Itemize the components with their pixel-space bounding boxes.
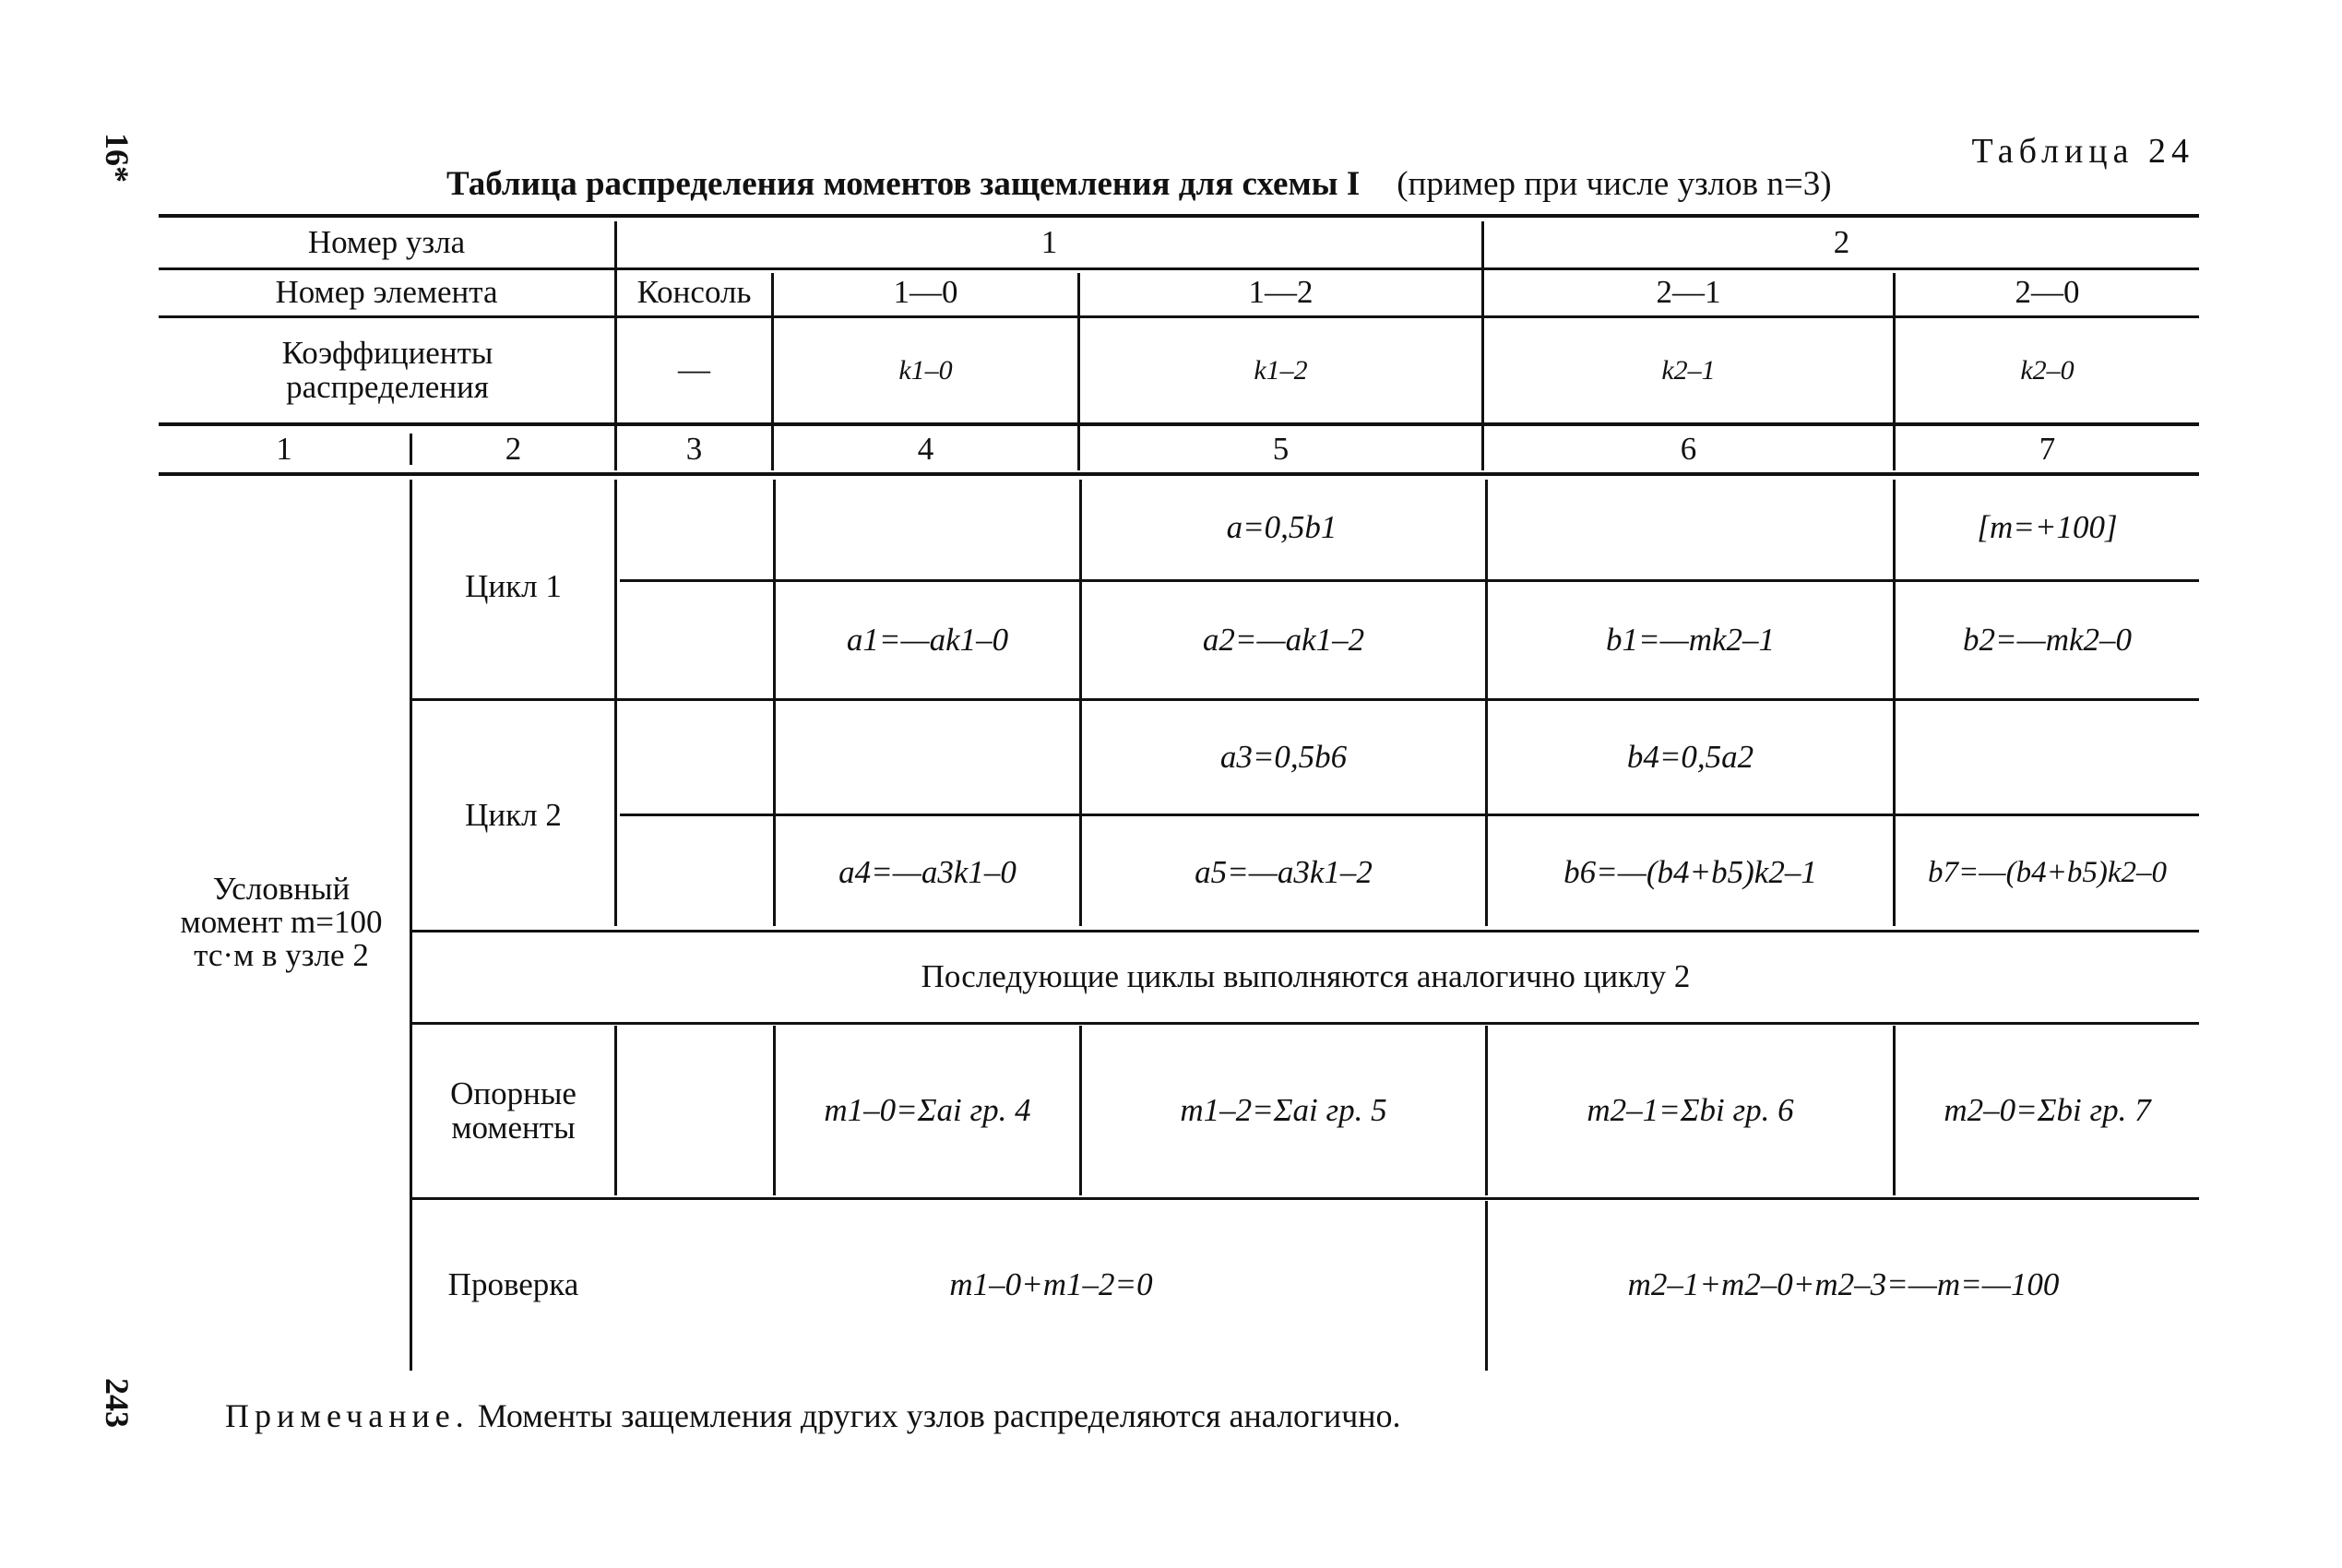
coeff-k2-0: k2–0	[2020, 354, 2075, 386]
element-2-1: 2—1	[1656, 274, 1721, 311]
cycle1-col4: a1=—ak1–0	[846, 621, 1009, 658]
support-col6: m2–1=Σbi гр. 6	[1587, 1092, 1794, 1129]
support-col4: m1–0=Σai гр. 4	[824, 1092, 1031, 1129]
vline-col3-support	[614, 1026, 617, 1195]
col-number-7: 7	[2039, 430, 2056, 467]
col-number-5: 5	[1272, 430, 1290, 467]
check-right: m2–1+m2–0+m2–3=—m=—100	[1627, 1266, 2060, 1303]
cycle2-col7: b7=—(b4+b5)k2–0	[1927, 856, 2167, 890]
coeff-k1-0: k1–0	[898, 354, 953, 386]
cycle2-col6-top: b4=0,5a2	[1626, 738, 1754, 775]
footnote-text: Моменты защемления других узлов распределяются аналогично.	[477, 1397, 1401, 1434]
vline-col3-body	[614, 480, 617, 926]
support-col7: m2–0=Σbi гр. 7	[1944, 1092, 2151, 1129]
cycle2-col4: a4=—a3k1–0	[838, 854, 1016, 891]
element-1-0: 1—0	[893, 274, 958, 311]
page-number: 243	[99, 1378, 136, 1428]
support-col5: m1–2=Σai гр. 5	[1180, 1092, 1387, 1129]
col-number-6: 6	[1680, 430, 1697, 467]
element-2-0: 2—0	[2015, 274, 2080, 311]
row-label-conditional-moment: Условный момент m=100 тс·м в узле 2	[180, 871, 383, 973]
coeff-k2-1: k2–1	[1661, 354, 1716, 386]
cycle1-label: Цикл 1	[465, 568, 562, 605]
node-2: 2	[1833, 223, 1850, 260]
col-number-1: 1	[276, 430, 292, 467]
table-title-bold: Таблица распределения моментов защемления для схемы I	[446, 165, 1361, 203]
page-signature-mark: 16*	[99, 133, 136, 183]
col-number-3: 3	[685, 430, 703, 467]
element-1-2: 1—2	[1248, 274, 1314, 311]
element-label: Номер элемента	[275, 274, 498, 311]
cycle1-col7: b2=—mk2–0	[1962, 621, 2133, 658]
subsequent-cycles-note: Последующие циклы выполняются аналогично циклу 2	[921, 958, 1691, 995]
footnote-label: Примечание.	[225, 1397, 470, 1434]
table-title-note: (пример при числе узлов n=3)	[1397, 165, 1832, 203]
cycle2-label: Цикл 2	[465, 796, 562, 833]
node-label: Номер узла	[307, 223, 466, 260]
cycle2-col6: b6=—(b4+b5)k2–1	[1563, 854, 1817, 891]
node-1: 1	[1040, 223, 1058, 260]
support-moments-label: Опорные моменты	[450, 1075, 577, 1146]
table-number: Таблица 24	[1971, 132, 2194, 171]
col-number-4: 4	[917, 430, 934, 467]
cycle1-col5-top: a=0,5b1	[1226, 508, 1337, 545]
col-number-2: 2	[505, 430, 522, 467]
coeff-console: —	[678, 351, 710, 388]
cycle1-col6: b1=—mk2–1	[1605, 621, 1776, 658]
cycle1-col7-top: [m=+100]	[1977, 508, 2118, 545]
check-left: m1–0+m1–2=0	[949, 1266, 1153, 1303]
table-title	[446, 164, 1832, 204]
coeff-label: Коэффициенты распределения	[281, 334, 493, 405]
cycle2-col5: a5=—a3k1–2	[1195, 854, 1373, 891]
footnote	[225, 1396, 1400, 1435]
cycle2-col5-top: a3=0,5b6	[1219, 738, 1348, 775]
check-label: Проверка	[447, 1266, 579, 1303]
coeff-k1-2: k1–2	[1254, 354, 1308, 386]
cycle1-col5: a2=—ak1–2	[1202, 621, 1365, 658]
element-console: Консоль	[636, 274, 752, 311]
